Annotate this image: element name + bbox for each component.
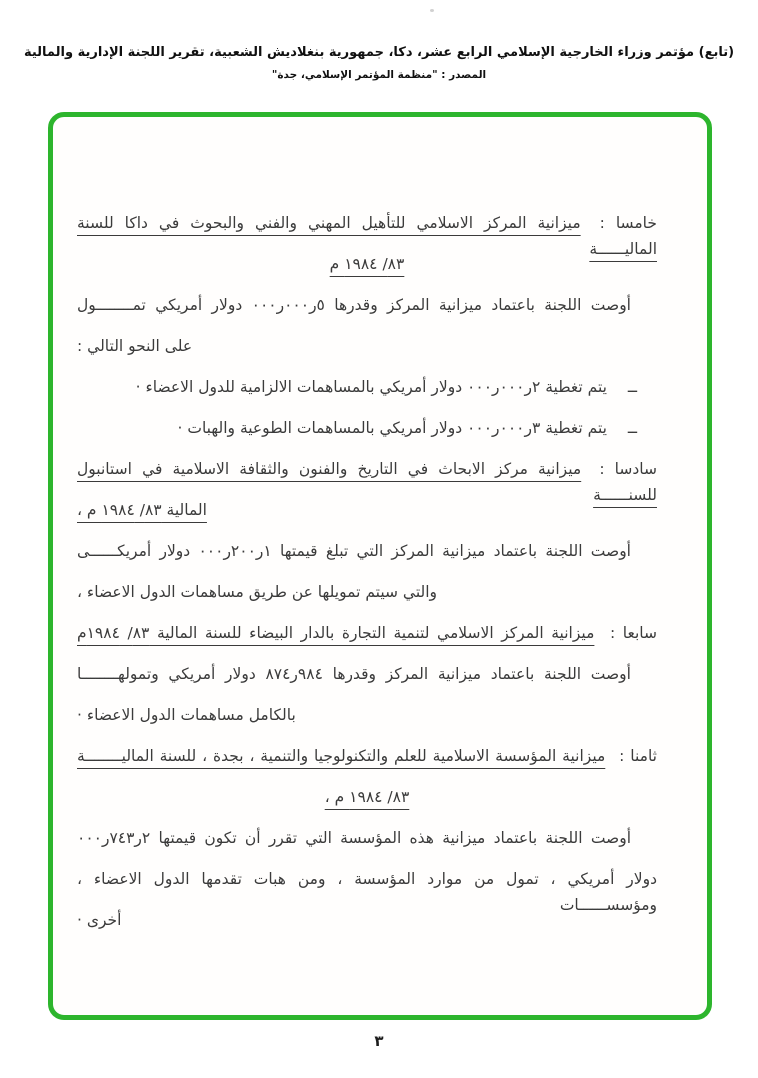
paragraph-text: دولار أمريكي وتمولهــــــــا: [77, 665, 256, 683]
bullet-text: دولار أمريكي بالمساهمات الالزامية للدول الاعضاء ·: [135, 378, 463, 396]
header-title: (تابع) مؤتمر وزراء الخارجية الإسلامي الرابع عشر، دكا، جمهورية بنغلاديش الشعبية، تقرير اللجنة الإدارية والمالية: [23, 45, 735, 60]
paragraph-text: أوصت اللجنة باعتماد ميزانية هذه المؤسسة التي تقرر أن تكون قيمتها: [158, 829, 631, 847]
paragraph-text: أوصت اللجنة باعتماد ميزانية المركز وقدرها: [332, 665, 631, 683]
bullet-text: دولار أمريكي بالمساهمات الطوعية والهبات ·: [177, 419, 463, 437]
bullet-mandatory-contributions: [77, 374, 657, 400]
amount-value: ٠٠٠ر٠٠٠ر٣: [467, 419, 541, 437]
section-fifth-label: خامسا :: [599, 214, 657, 232]
section-eighth-paragraph-line1: [77, 825, 657, 851]
bullet-voluntary-contributions: [77, 415, 657, 441]
content-frame: [48, 112, 712, 1020]
section-fifth-paragraph-line1: [77, 292, 657, 318]
bullet-dash: ــ: [627, 419, 637, 437]
paragraph-text: أوصت اللجنة باعتماد ميزانية المركز التي تبلغ قيمتها: [280, 542, 631, 560]
header-source: المصدر : "منظمة المؤتمر الإسلامي، جدة": [271, 69, 487, 81]
section-fifth-date: ٨٣/ ١٩٨٤ م: [329, 255, 405, 273]
section-fifth-heading: [77, 210, 657, 258]
bullet-text: يتم تغطية: [545, 419, 607, 437]
section-sixth-date: المالية ٨٣/ ١٩٨٤ م ،: [77, 501, 207, 519]
paragraph-text: دولار أمريكي تمــــــــول: [77, 296, 243, 314]
section-fifth-title: ميزانية المركز الاسلامي للتأهيل المهني والفني والبحوث في داكا للسنة الماليــــــة: [77, 214, 657, 258]
amount-value: ٠٠٠ر٧٤٣ر٢: [77, 829, 151, 847]
section-eighth-paragraph-line2: دولار أمريكي ، تمول من موارد المؤسسة ، ومن هبات تقدمها الدول الاعضاء ، ومؤسســــــات: [77, 870, 657, 914]
amount-value: ٠٠٠ر٢٠٠ر١: [198, 542, 272, 560]
section-seventh-heading: [77, 620, 657, 646]
paragraph-text: دولار أمريكــــــى: [77, 542, 191, 560]
section-seventh-paragraph-line1: [77, 661, 657, 687]
section-fifth-heading-date: [77, 251, 657, 277]
paragraph-text: أوصت اللجنة باعتماد ميزانية المركز وقدرها: [334, 296, 631, 314]
bullet-text: يتم تغطية: [545, 378, 607, 396]
amount-value: ٠٠٠ر٠٠٠ر٥: [251, 296, 325, 314]
page-number: ٣: [374, 1032, 384, 1050]
section-sixth-label: سادسا :: [599, 460, 657, 478]
section-eighth-label: ثامنا :: [619, 747, 657, 765]
section-sixth-paragraph-line2: والتي سيتم تمويلها عن طريق مساهمات الدول الاعضاء ،: [77, 583, 438, 601]
section-eighth-paragraph-line3: أخرى ·: [77, 911, 122, 929]
bullet-dash: ــ: [627, 378, 637, 396]
scan-artifact-dot: [430, 9, 434, 12]
section-eighth-date: ٨٣/ ١٩٨٤ م ،: [324, 788, 410, 806]
section-seventh-paragraph-line2: بالكامل مساهمات الدول الاعضاء ·: [77, 706, 296, 724]
amount-value: ٨٧٤ر٩٨٤: [265, 665, 323, 683]
section-eighth-title: ميزانية المؤسسة الاسلامية للعلم والتكنولوجيا والتنمية ، بجدة ، للسنة الماليــــــــة: [77, 747, 606, 765]
section-seventh-label: سابعا :: [609, 624, 657, 642]
section-seventh-title: ميزانية المركز الاسلامي لتنمية التجارة بالدار البيضاء للسنة المالية ٨٣/ ١٩٨٤م: [77, 624, 595, 642]
section-eighth-heading-date: [77, 784, 657, 810]
section-sixth-title: ميزانية مركز الابحاث في التاريخ والفنون والثقافة الاسلامية في استانبول للسنــــــة: [77, 460, 657, 504]
section-sixth-paragraph-line1: [77, 538, 657, 564]
page-header: [0, 44, 758, 81]
section-fifth-paragraph-line2: على النحو التالي :: [77, 337, 193, 355]
section-sixth-heading-date: [77, 497, 657, 523]
section-eighth-heading: [77, 743, 657, 769]
section-sixth-heading: [77, 456, 657, 504]
amount-value: ٠٠٠ر٠٠٠ر٢: [467, 378, 541, 396]
